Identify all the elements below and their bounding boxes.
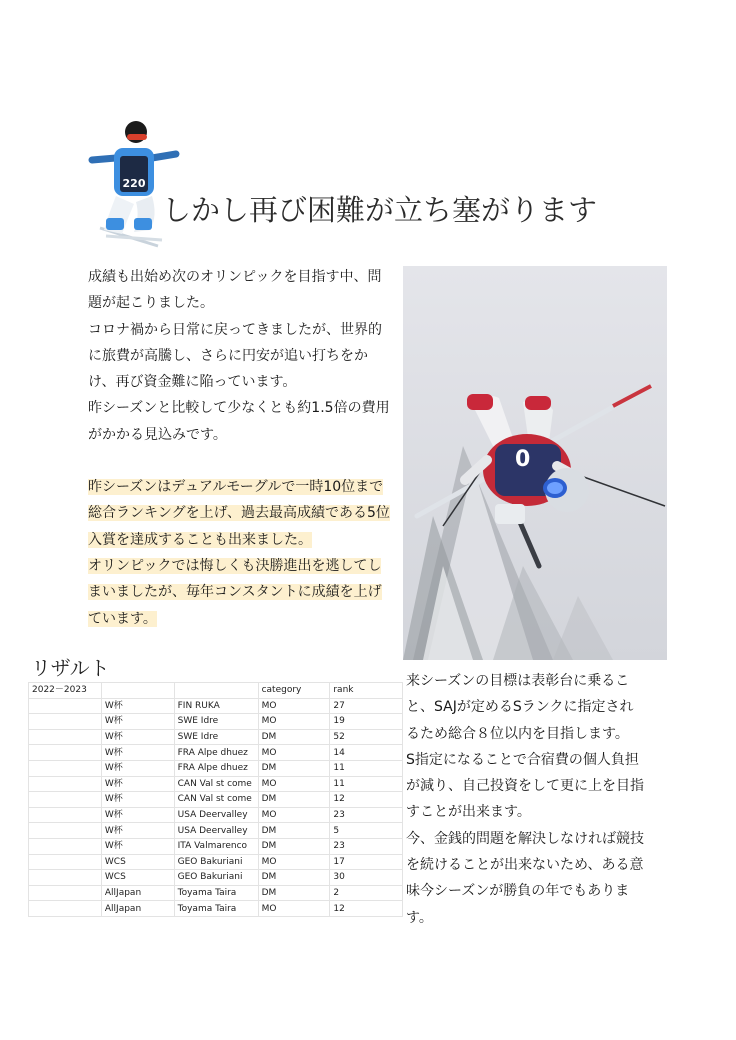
table-cell (29, 854, 102, 870)
table-cell: 12 (330, 901, 403, 917)
table-cell: W杯 (101, 698, 174, 714)
table-cell: MO (258, 776, 330, 792)
table-cell: DM (258, 838, 330, 854)
table-cell: USA Deervalley (174, 823, 258, 839)
table-cell: W杯 (101, 745, 174, 761)
intro-text (88, 264, 394, 632)
table-cell: W杯 (101, 838, 174, 854)
table-cell (29, 776, 102, 792)
table-cell: FRA Alpe dhuez (174, 745, 258, 761)
goals-paragraph: S指定になることで合宿費の個人負担が減り、自己投資をして更に上を目指すことが出来ます。 (406, 751, 644, 821)
table-cell: CAN Val st come (174, 776, 258, 792)
table-cell: 2 (330, 885, 403, 901)
table-cell: W杯 (101, 792, 174, 808)
table-cell: 11 (330, 776, 403, 792)
table-cell: Toyama Taira (174, 901, 258, 917)
table-cell: W杯 (101, 714, 174, 730)
table-cell: 5 (330, 823, 403, 839)
table-cell: Toyama Taira (174, 885, 258, 901)
table-row (29, 885, 403, 901)
table-cell: DM (258, 760, 330, 776)
table-cell: 14 (330, 745, 403, 761)
table-cell: 19 (330, 714, 403, 730)
table-cell: FRA Alpe dhuez (174, 760, 258, 776)
results-table (28, 682, 403, 917)
table-cell (29, 714, 102, 730)
table-row (29, 870, 403, 886)
table-cell: WCS (101, 870, 174, 886)
table-cell: CAN Val st come (174, 792, 258, 808)
table-cell: MO (258, 807, 330, 823)
header-cell (174, 683, 258, 699)
table-cell: 11 (330, 760, 403, 776)
table-cell: ITA Valmarenco (174, 838, 258, 854)
table-cell: DM (258, 870, 330, 886)
table-cell (29, 885, 102, 901)
table-cell: W杯 (101, 776, 174, 792)
table-header-row (29, 683, 403, 699)
table-cell: GEO Bakuriani (174, 854, 258, 870)
table-cell: DM (258, 792, 330, 808)
table-row (29, 698, 403, 714)
table-cell: SWE Idre (174, 729, 258, 745)
header-cell (101, 683, 174, 699)
table-cell: MO (258, 698, 330, 714)
table-cell: USA Deervalley (174, 807, 258, 823)
table-cell (29, 729, 102, 745)
header-cell: category (258, 683, 330, 699)
goals-text (406, 668, 646, 931)
table-cell: 27 (330, 698, 403, 714)
table-row (29, 792, 403, 808)
table-row (29, 838, 403, 854)
table-cell (29, 870, 102, 886)
highlight-paragraph (88, 474, 394, 553)
skier-bib-number: 220 (122, 177, 146, 190)
intro-paragraph: 成績も出始め次のオリンピックを目指す中、問題が起こりました。 (88, 269, 382, 312)
table-cell: AllJapan (101, 885, 174, 901)
table-cell (29, 901, 102, 917)
table-cell: MO (258, 714, 330, 730)
table-cell (29, 823, 102, 839)
results-title: リザルト (31, 656, 110, 680)
table-cell: MO (258, 745, 330, 761)
table-cell: 23 (330, 838, 403, 854)
header-cell: rank (330, 683, 403, 699)
table-cell: 23 (330, 807, 403, 823)
table-cell: DM (258, 885, 330, 901)
table-cell (29, 807, 102, 823)
table-cell: MO (258, 854, 330, 870)
table-cell (29, 698, 102, 714)
table-row (29, 823, 403, 839)
intro-paragraph: コロナ禍から日常に戻ってきましたが、世界的に旅費が高騰し、さらに円安が追い打ちをかけ、再び資金難に陥っています。 (88, 321, 382, 391)
table-cell: W杯 (101, 823, 174, 839)
table-row (29, 714, 403, 730)
table-cell: GEO Bakuriani (174, 870, 258, 886)
table-cell: WCS (101, 854, 174, 870)
table-cell: W杯 (101, 729, 174, 745)
table-cell: W杯 (101, 760, 174, 776)
results-section (28, 650, 403, 922)
table-row (29, 760, 403, 776)
table-cell: DM (258, 729, 330, 745)
table-cell (29, 760, 102, 776)
table-row (29, 854, 403, 870)
table-cell (29, 792, 102, 808)
table-cell: W杯 (101, 807, 174, 823)
table-cell: 30 (330, 870, 403, 886)
intro-paragraph: 昨シーズンと比較して少なくとも約1.5倍の費用がかかる見込みです。 (88, 400, 390, 443)
table-cell (29, 745, 102, 761)
table-row (29, 776, 403, 792)
table-cell (29, 838, 102, 854)
table-cell: DM (258, 823, 330, 839)
goals-paragraph: 今、金銭的問題を解決しなければ競技を続けることが出来ないため、ある意味今シーズンが勝負の年でもあります。 (406, 830, 644, 926)
table-cell: 12 (330, 792, 403, 808)
table-cell: 17 (330, 854, 403, 870)
table-row (29, 745, 403, 761)
highlight-text: オリンピックでは悔しくも決勝進出を逃してしまいましたが、毎年コンスタントに成績を上げています。 (88, 557, 382, 627)
highlight-text: 昨シーズンはデュアルモーグルで一時10位まで総合ランキングを上げ、過去最高成績である5位入賞を達成することも出来ました。 (88, 479, 390, 548)
table-row (29, 901, 403, 917)
table-cell: AllJapan (101, 901, 174, 917)
table-cell: MO (258, 901, 330, 917)
table-cell: SWE Idre (174, 714, 258, 730)
goals-paragraph: 来シーズンの目標は表彰台に乗ること、SAJが定めるSランクに指定されるため総合８位以内を目指します。 (406, 673, 634, 742)
photo-bib-number: 0 (515, 447, 531, 472)
header-cell: 2022－2023 (29, 683, 102, 699)
skier-icon (86, 118, 184, 250)
table-row (29, 729, 403, 745)
table-cell: 52 (330, 729, 403, 745)
page-title: しかし再び困難が立ち塞がります (162, 193, 598, 227)
table-row (29, 807, 403, 823)
highlight-paragraph (88, 553, 394, 632)
aerial-skier-photo (403, 266, 667, 660)
table-cell: FIN RUKA (174, 698, 258, 714)
